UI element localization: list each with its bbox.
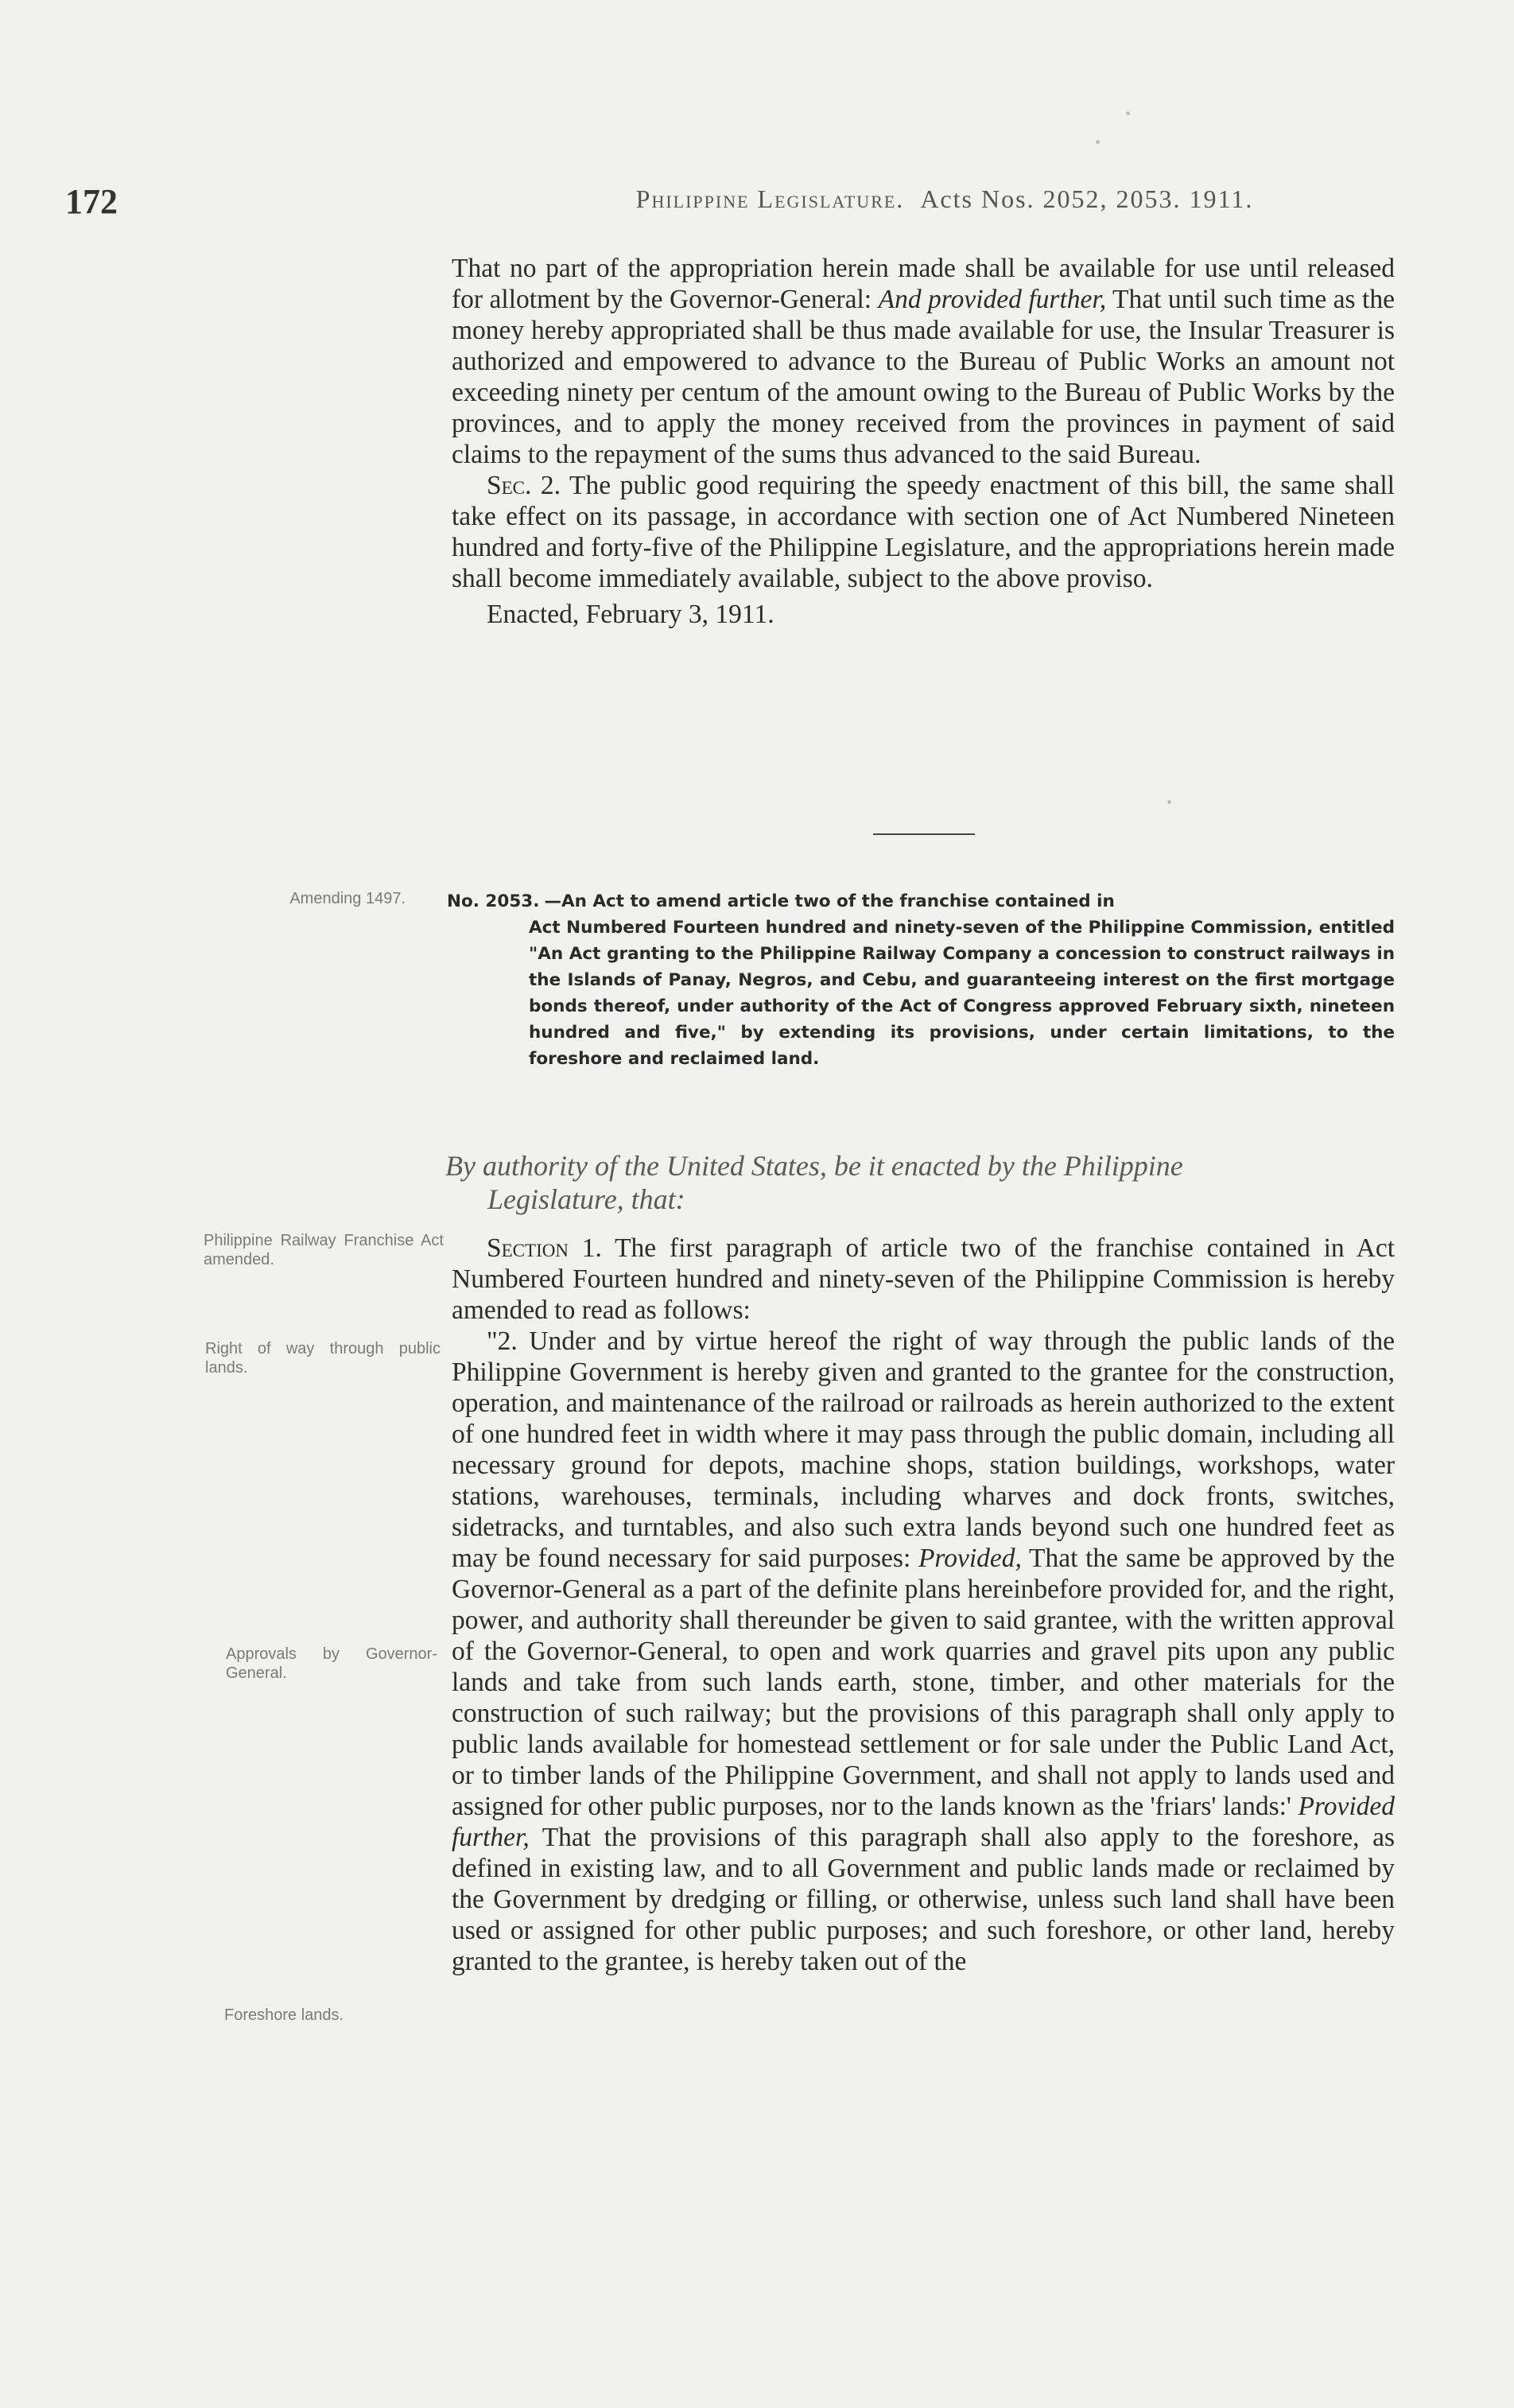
page-number: 172 [65, 182, 118, 221]
section-divider [873, 833, 975, 835]
print-speck [1167, 800, 1171, 804]
provided-italic-1: Provided, [918, 1544, 1022, 1573]
continuation-text [452, 253, 1395, 630]
provided-italic-2: Provided further, [452, 1792, 1395, 1852]
margin-note-amending: Amending 1497. [289, 890, 406, 907]
print-speck [1096, 140, 1100, 144]
enacted-date: Enacted, February 3, 1911. [487, 600, 774, 629]
margin-note-right-of-way: Right of way through public lands. [205, 1340, 441, 1377]
running-head-acts: Acts Nos. 2052, 2053. 1911. [920, 184, 1254, 213]
running-head-title: Philippine Legislature. [635, 184, 905, 213]
act-heading: No. 2053. —An Act to amend article two of the franchise contained in Act Numbered Fourteen hundred and ninety-seven of the Philippine Commission, entitled "An Act granting to the Philippine Railway Company a concession to construct railways in the Islands of Panay, Negros, and Cebu, and guaranteeing interest on the first mortgage bonds thereof, under authority of the Act of Congress approved February sixth, nineteen hundred and five," by extending its provisions, under certain limitations, to the foreshore and reclaimed land. [447, 888, 1395, 1072]
enacting-clause: By authority of the United States, be it enacted by the Philippine Legislature, that: [445, 1150, 1183, 1215]
proviso-italic: And provided further, [878, 285, 1107, 314]
section-1-intro: Section 1. The first paragraph of article two of the franchise contained in Act Numbered Fourteen hundred and ninety-seven of the Philippine Commission is hereby amended to read as follows: [452, 1233, 1396, 1325]
act-heading-continuation: Act Numbered Fourteen hundred and ninety-seven of the Philippine Commission, entitled "An Act granting to the Philippine Railway Company a concession to construct railways in the Islands of Panay, Negros, and Cebu, and guaranteeing interest on the first mortgage bonds thereof, under authority of the Act of Congress approved February sixth, nineteen hundred and five," by extending its provisions, under certain limitations, to the foreshore and reclaimed land. [529, 918, 1395, 1069]
proviso-paragraph: That no part of the appropriation herein made shall be available for use until released for allotment by the Governor-General: And provided further, That until such time as the money hereby appropriated shall be thus made available for use, the Insular Treasurer is authorized and empowered to advance to the Bureau of Public Works an amount not exceeding ninety per centum of the amount owing to the Bureau of Public Works by the provinces, and to apply the money received from the provinces in payment of said claims to the repayment of the sums thus advanced to the said Bureau. [452, 254, 1395, 469]
section-2-paragraph: Sec. 2. The public good requiring the speedy enactment of this bill, the same shall take effect on its passage, in accordance with section one of Act Numbered Nineteen hundred and forty-five of the Philippine Legislature, and the appropriations herein made shall become immediately available, subject to the above proviso. [452, 471, 1395, 593]
print-speck [1126, 111, 1130, 115]
margin-note-approvals: Approvals by Governor-General. [226, 1645, 437, 1682]
section-1-body: "2. Under and by virtue hereof the right of way through the public lands of the Philippine Government is hereby given and granted to the grantee for the construction, operation, and maintenance of the railroad or railroads as herein authorized to the extent of one hundred feet in width where it may pass through the public domain, including all necessary ground for depots, machine shops, station buildings, workshops, water stations, warehouses, terminals, including wharves and dock fronts, switches, sidetracks, and turntables, and also such extra lands beyond such one hundred feet as may be found necessary for said purposes: Provided, That the same be approved by the Governor-General as a part of the definite plans hereinbefore provided for, and the right, power, and authority shall thereunder be given to said grantee, with the written approval of the Governor-General, to open and work quarries and gravel pits upon any public lands and take from such lands earth, stone, timber, and other materials for the construction of such railway; but the provisions of this paragraph shall only apply to public lands available for homestead settlement or for sale under the Public Land Act, or to timber lands of the Philippine Government, and shall not apply to lands used and assigned for other public purposes, nor to the lands known as the 'friars' lands:' Provided further, That the provisions of this paragraph shall also apply to the foreshore, as defined in existing law, and to all Government and public lands made or reclaimed by the Government by dredging or filling, or otherwise, unless such land shall have been used or assigned for other public purposes; and such foreshore, or other land, hereby granted to the grantee, is hereby taken out of the [452, 1326, 1396, 1976]
margin-note-foreshore: Foreshore lands. [224, 2006, 344, 2024]
section-1-text [452, 1233, 1395, 1977]
margin-note-railway-franchise: Philippine Railway Franchise Act amended. [204, 1232, 444, 1268]
section-2-label: Sec. 2. [487, 471, 561, 500]
running-head [491, 184, 1398, 214]
section-1-label: Section 1. [487, 1233, 602, 1263]
act-number: No. 2053. [447, 891, 540, 911]
